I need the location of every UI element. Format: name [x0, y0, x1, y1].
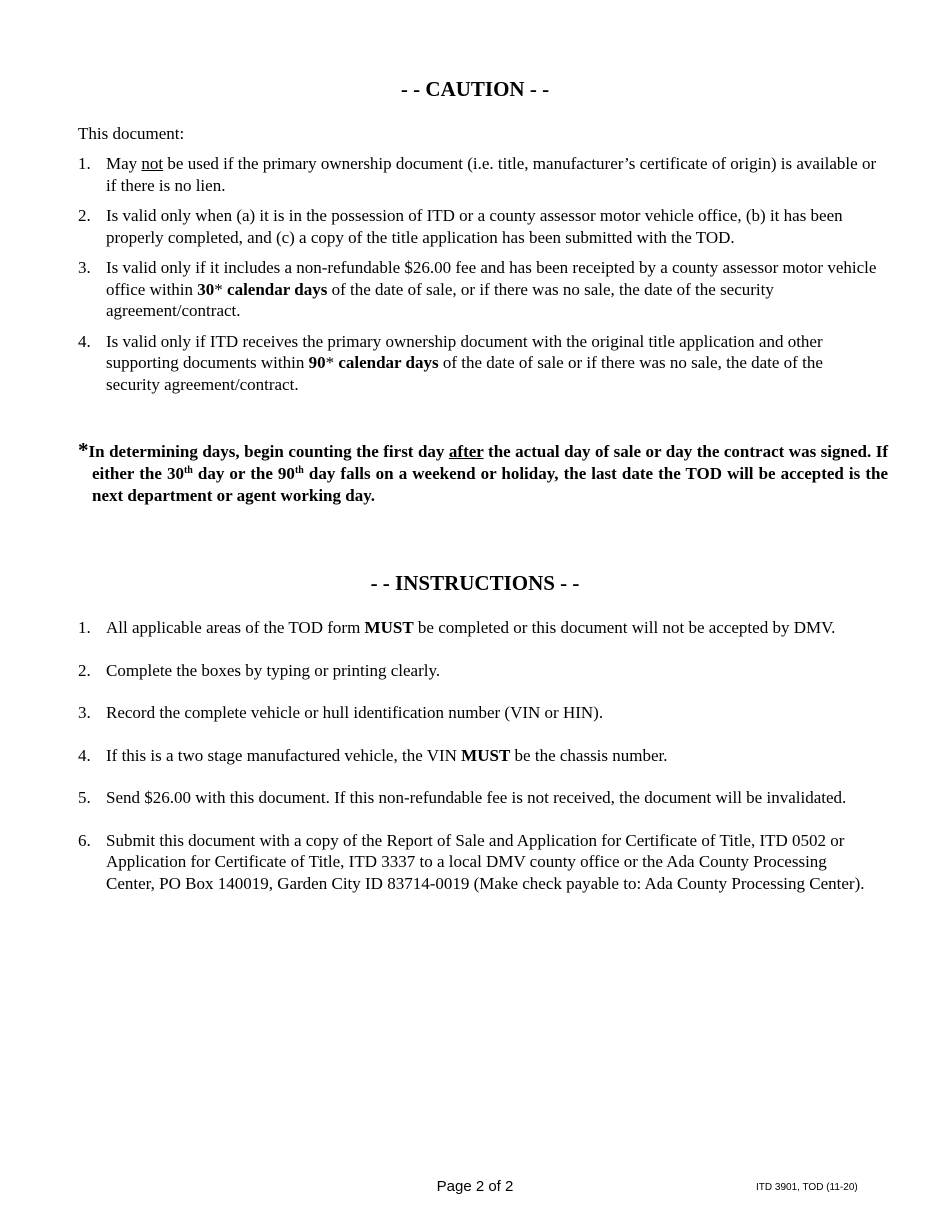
- text-run: be completed or this document will not be accepted by DMV.: [413, 618, 836, 637]
- text-run: 90: [308, 353, 326, 372]
- text-run: *: [214, 279, 228, 299]
- caution-list: [78, 153, 878, 404]
- text-run: Complete the boxes by typing or printing clearly.: [106, 660, 441, 680]
- days-counting-note: [78, 439, 888, 507]
- text-run: after: [448, 442, 484, 461]
- list-item-number: 3.: [78, 703, 91, 722]
- instructions-list: [78, 617, 878, 915]
- list-item-text: [106, 257, 878, 322]
- text-run: MUST: [364, 618, 414, 637]
- instructions-heading: - - INSTRUCTIONS - -: [370, 571, 580, 595]
- text-run: May: [106, 154, 142, 173]
- text-run: All applicable areas of the TOD form: [106, 618, 365, 637]
- list-item: [78, 745, 878, 767]
- list-item: [78, 153, 878, 196]
- text-run: Is valid only when (a) it is in the possession of ITD or a county assessor motor vehicle office, (b) it has been properly completed, and (c) a copy of the title application has been submitted with the TOD.: [106, 206, 843, 247]
- list-item-text: [106, 617, 878, 639]
- list-item: [78, 830, 878, 895]
- text-run: If this is a two stage manufactured vehicle, the VIN: [106, 745, 462, 765]
- list-item-number: 5.: [78, 788, 91, 807]
- text-run: be the chassis number.: [510, 745, 668, 765]
- list-item-text: [106, 745, 878, 767]
- text-run: Submit this document with a copy of the Report of Sale and Application for Certificate of Title, ITD 0502 or Application for Certificate of Title, ITD 3337 to a local DMV county office or the Ada County Processing Center, PO Box 140019, Garden City ID 83714-0019 (Make check payable to: Ada County Processing Center).: [106, 830, 865, 893]
- list-item: [78, 787, 878, 809]
- list-item-number: 6.: [78, 830, 91, 850]
- list-item: [78, 617, 878, 639]
- text-run: Is valid only if ITD receives the primary ownership document with the original title application and other supporting documents within: [106, 331, 823, 372]
- text-run: the actual day of sale or day the contract was signed. If either the 30: [92, 442, 889, 483]
- text-run: th: [294, 465, 304, 476]
- form-identifier: ITD 3901, TOD (11-20): [756, 1182, 858, 1193]
- text-run: Record the complete vehicle or hull identification number (VIN or HIN).: [106, 703, 604, 722]
- text-run: of the date of sale, or if there was no sale, the date of the security agreement/contract.: [106, 279, 774, 320]
- list-item-text: [106, 702, 878, 724]
- text-run: *: [325, 353, 339, 372]
- text-run: th: [183, 465, 193, 476]
- list-item: [78, 257, 878, 322]
- text-run: Send $26.00 with this document. If this non-refundable fee is not received, the document will be invalidated.: [106, 788, 847, 807]
- text-run: Is valid only if it includes a non-refundable $26.00 fee and has been receipted by a county assessor motor vehicle office within: [106, 258, 877, 299]
- caution-heading: - - CAUTION - -: [400, 77, 550, 101]
- list-item-number: 4.: [78, 331, 91, 351]
- list-item-text: [106, 830, 878, 895]
- text-run: In determining days, begin counting the first day: [88, 442, 449, 461]
- list-item-number: 2.: [78, 660, 91, 680]
- text-run: be used if the primary ownership document (i.e. title, manufacturer’s certificate of origin) is available or if there is no lien.: [106, 154, 877, 195]
- text-run: day falls on a weekend or holiday, the last date the TOD will be accepted is the next department or agent working day.: [92, 464, 888, 505]
- list-item-number: 1.: [78, 154, 91, 173]
- text-run: 30: [197, 279, 215, 299]
- text-run: *: [78, 438, 89, 462]
- list-item: [78, 205, 878, 248]
- caution-intro: This document:: [78, 124, 185, 143]
- text-run: calendar days: [227, 279, 328, 299]
- list-item: [78, 702, 878, 724]
- list-item-text: [106, 153, 878, 196]
- list-item-text: [106, 787, 878, 809]
- list-item: [78, 660, 878, 682]
- text-run: calendar days: [338, 353, 439, 372]
- list-item-number: 1.: [78, 618, 91, 637]
- list-item-text: [106, 205, 878, 248]
- page-number: Page 2 of 2: [436, 1178, 514, 1195]
- list-item-number: 3.: [78, 258, 91, 277]
- text-run: of the date of sale or if there was no sale, the date of the security agreement/contract.: [106, 353, 823, 394]
- list-item: [78, 331, 878, 396]
- list-item-text: [106, 331, 878, 396]
- text-run: MUST: [461, 745, 511, 765]
- list-item-number: 2.: [78, 206, 91, 225]
- list-item-number: 4.: [78, 745, 91, 765]
- text-run: day or the 90: [192, 464, 295, 483]
- list-item-text: [106, 660, 878, 682]
- text-run: not: [141, 154, 164, 173]
